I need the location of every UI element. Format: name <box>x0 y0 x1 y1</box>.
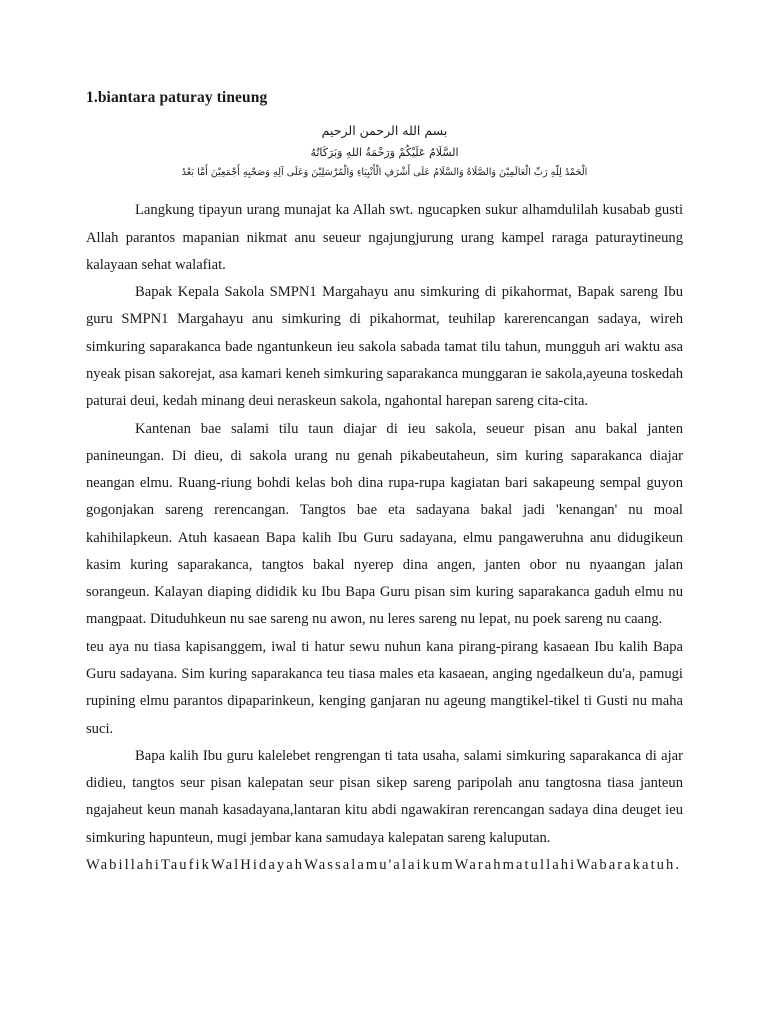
body-paragraph: Bapak Kepala Sakola SMPN1 Margahayu anu simkuring di pikahormat, Bapak sareng Ibu guru SMPN1 Margahayu anu simkuring di pikahormat, teuhilap karerencangan sadaya, wireh simkuring saparakanca bade ngantunkeun ieu sakola sabada tamat tilu tahun, mungguh ari waktu asa nyeak pisan sakorejat, asa kamari keneh simkuring saparakanca munggaran ie sakola,ayeuna toskedah paturai deui, kedah minang deui neraskeun sakola, ngahontal harepan sareng cita-cita. <box>86 284 683 410</box>
arabic-basmalah-line: بسم الله الرحمن الرحيم <box>321 123 448 139</box>
arabic-salam-line: السَّلَامُ عَلَيْكُمْ وَرَحْمَةُ اللهِ وَبَرَكَاتُهُ <box>310 145 459 159</box>
page-title: 1.biantara paturay tineung <box>86 89 268 106</box>
body-paragraph: teu aya nu tiasa kapisanggem, iwal ti hatur sewu nuhun kana pirang-pirang kasaean Ibu kalih Bapa Guru sadayana. Sim kuring saparakanca teu tiasa males eta kasaean, anging ngedalkeun du'a, pamugi rupining elmu parantos dipaparinkeun, kenging ganjaran nu ageung mangtikel-tikel ti Gusti nu maha suci. <box>86 638 683 737</box>
closing-salutation: WabillahiTaufikWalHidayahWassalamu'alaikumWarahmatullahiWabarakatuh. <box>86 857 682 874</box>
arabic-invocation-block <box>86 121 683 181</box>
body-paragraph: Langkung tipayun urang munajat ka Allah swt. ngucapken sukur alhamdulilah kusabab gusti Allah parantos mapanian nikmat anu seueur ngajungjurung urang kampel raraga paturaytineung kalayaan sehat walafiat. <box>86 202 683 273</box>
arabic-hamdalah-line: الْحَمْدُ لِلّهِ رَبِّ الْعَالَمِيْنَ وَالصَّلَاةُ وَالسَّلَامُ عَلَى أَشْرَفِ الْأَنْبِيَاءِ وَالْمُرْسَلِيْنَ وَعَلَى آلِهِ وَصَحْبِهِ أَجْمَعِيْنَ أَمَّا بَعْدُ <box>181 167 588 178</box>
body-paragraph: Kantenan bae salami tilu taun diajar di ieu sakola, seueur pisan anu bakal janten panineungan. Di dieu, di sakola urang nu genah pikabeutaheun, sim kuring saparakanca diajar neangan elmu. Ruang-riung bohdi kelas boh dina rupa-rupa kagiatan bari sakapeung sempal guyon gogonjakan sareng rerencangan. Tangtos bae eta sadayana bakal jadi 'kenangan' nu moal kahihilapkeun. Atuh kasaean Bapa kalih Ibu Guru sadayana, elmu pangaweruhna anu didugikeun kasim kuring saparakanca, tangtos bakal nyerep dina angen, janten obor nu nyaangan jalan sorangeun. Kalayan diaping dididik ku Ibu Bapa Guru pisan sim kuring saparakanca gaduh elmu nu mangpaat. Dituduhkeun nu sae sareng nu awon, nu leres sareng nu lepat, nu poek sareng nu caang. <box>86 420 683 628</box>
body-paragraph: Bapa kalih Ibu guru kalelebet rengrengan ti tata usaha, salami simkuring saparakanca di ajar didieu, tangtos seur pisan kalepatan seur pisan sikep sareng paripolah anu tangtosna tiasa janteun ngajaheut keun manah kasadayana,lantaran kitu abdi ngawakiran rerencangan sadaya dina deuget ieu simkuring hapunteun, mugi jembar kana samudaya kalepatan sareng kaluputan. <box>86 747 683 846</box>
